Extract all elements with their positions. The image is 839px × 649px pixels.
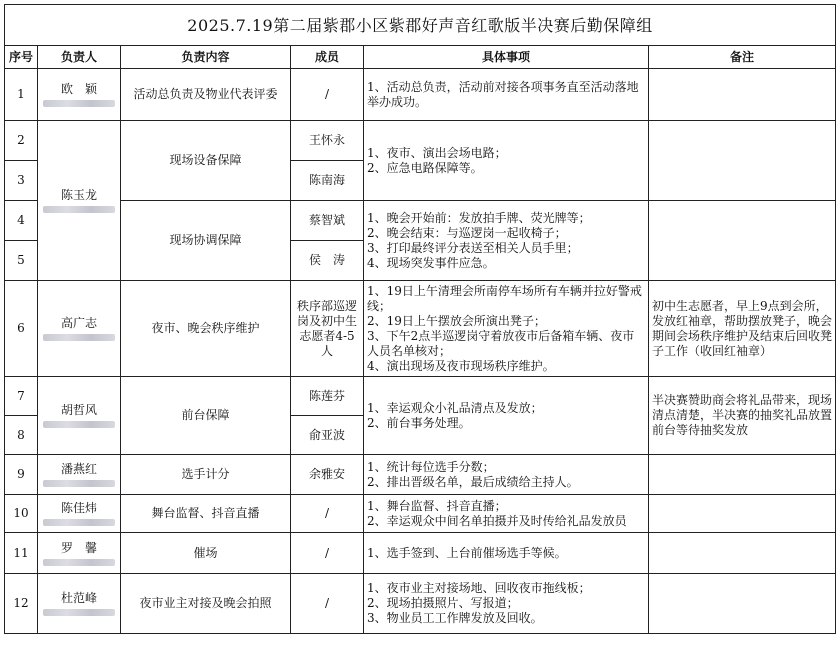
lead-name: 陈玉龙: [60, 188, 97, 202]
task-items: 1、幸运观众小礼品清点及发放； 2、前台事务处理。: [364, 377, 649, 455]
lead-name: 高广志: [60, 316, 97, 330]
task-items: 1、活动总负责，活动前对接各项事务直至活动落地举办成功。: [364, 69, 649, 121]
redacted-phone: [43, 206, 115, 213]
row-number: 4: [5, 201, 38, 241]
member-name: /: [291, 495, 364, 533]
lead-name: 杜范峰: [60, 591, 97, 605]
member-name: /: [291, 574, 364, 634]
table-row: [5, 533, 836, 574]
header-no: 序号: [5, 46, 38, 69]
duty-content: 催场: [121, 533, 291, 574]
row-number: 2: [5, 121, 38, 161]
task-items: 1、舞台监督、抖音直播； 2、幸运观众中间名单拍摄并及时传给礼品发放员: [364, 495, 649, 533]
table-row: [5, 281, 836, 377]
duty-content: 前台保障: [121, 377, 291, 455]
header-items: 具体事项: [364, 46, 649, 69]
logistics-table: [4, 4, 836, 634]
table-row: [5, 121, 836, 161]
member-name: 秩序部巡逻岗及初中生志愿者4-5人: [291, 281, 364, 377]
document-sheet: [4, 4, 835, 645]
row-number: 8: [5, 416, 38, 455]
duty-content: 舞台监督、抖音直播: [121, 495, 291, 533]
row-number: 11: [5, 533, 38, 574]
duty-content: 选手计分: [121, 455, 291, 495]
table-row: [5, 574, 836, 634]
table-header-row: [5, 46, 836, 69]
redacted-phone: [43, 421, 115, 428]
redacted-phone: [43, 609, 115, 616]
member-name: 陈南海: [291, 161, 364, 201]
member-name: 王怀永: [291, 121, 364, 161]
note: [649, 121, 836, 201]
duty-content: 活动总负责及物业代表评委: [121, 69, 291, 121]
redacted-phone: [43, 100, 115, 107]
redacted-phone: [43, 519, 115, 526]
row-number: 9: [5, 455, 38, 495]
lead-name: 陈佳炜: [60, 501, 97, 515]
duty-content: 现场设备保障: [121, 121, 291, 201]
header-members: 成员: [291, 46, 364, 69]
page-title: 2025.7.19第二届紫郡小区紫郡好声音红歌版半决赛后勤保障组: [5, 5, 836, 46]
member-name: 余雅安: [291, 455, 364, 495]
member-name: 俞亚波: [291, 416, 364, 455]
row-number: 10: [5, 495, 38, 533]
table-row: [5, 377, 836, 416]
note: [649, 455, 836, 495]
redacted-phone: [43, 559, 115, 566]
task-items: 1、夜市业主对接场地、回收夜市拖线板； 2、现场拍摄照片、写报道； 3、物业员工工作牌发放及回收。: [364, 574, 649, 634]
row-number: 12: [5, 574, 38, 634]
table-row: [5, 495, 836, 533]
lead-name: 欧 颖: [60, 82, 97, 96]
table-row: [5, 69, 836, 121]
task-items: 1、19日上午清理会所南停车场所有车辆并拉好警戒线； 2、19日上午摆放会所演出凳子； 3、下午2点半巡逻岗守着放夜市后备箱车辆、夜市人员名单核对； 4、演出现场及夜市现场秩序维护。: [364, 281, 649, 377]
lead-name: 胡哲风: [60, 403, 97, 417]
row-number: 5: [5, 241, 38, 281]
row-number: 1: [5, 69, 38, 121]
note: [649, 574, 836, 634]
member-name: 陈莲芬: [291, 377, 364, 416]
lead-name: 罗 馨: [60, 540, 97, 555]
member-name: /: [291, 533, 364, 574]
duty-content: 现场协调保障: [121, 201, 291, 281]
redacted-phone: [43, 334, 115, 341]
table-row: [5, 201, 836, 241]
task-items: 1、夜市、演出会场电路； 2、应急电路保障等。: [364, 121, 649, 201]
note: [649, 201, 836, 281]
member-name: 侯 涛: [291, 241, 364, 281]
task-items: 1、选手签到、上台前催场选手等候。: [364, 533, 649, 574]
duty-content: 夜市业主对接及晚会拍照: [121, 574, 291, 634]
member-name: 蔡智斌: [291, 201, 364, 241]
header-note: 备注: [649, 46, 836, 69]
note: 初中生志愿者，早上9点到会所，发放红袖章，帮助摆放凳子，晚会期间会场秩序维护及结束后回收凳子工作（收回红袖章）: [649, 281, 836, 377]
header-lead: 负责人: [38, 46, 121, 69]
row-number: 7: [5, 377, 38, 416]
header-content: 负责内容: [121, 46, 291, 69]
duty-content: 夜市、晚会秩序维护: [121, 281, 291, 377]
row-number: 6: [5, 281, 38, 377]
note: [649, 495, 836, 533]
note: [649, 533, 836, 574]
table-row: [5, 455, 836, 495]
note: 半决赛赞助商会将礼品带来，现场清点清楚，半决赛的抽奖礼品放置前台等待抽奖发放: [649, 377, 836, 455]
redacted-phone: [43, 480, 115, 487]
row-number: 3: [5, 161, 38, 201]
task-items: 1、统计每位选手分数； 2、排出晋级名单，最后成绩给主持人。: [364, 455, 649, 495]
note: [649, 69, 836, 121]
member-name: /: [291, 69, 364, 121]
task-items: 1、晚会开始前：发放拍手牌、荧光牌等； 2、晚会结束：与巡逻岗一起收椅子； 3、打印最终评分表送至相关人员手里； 4、现场突发事件应急。: [364, 201, 649, 281]
lead-name: 潘燕红: [60, 462, 97, 476]
